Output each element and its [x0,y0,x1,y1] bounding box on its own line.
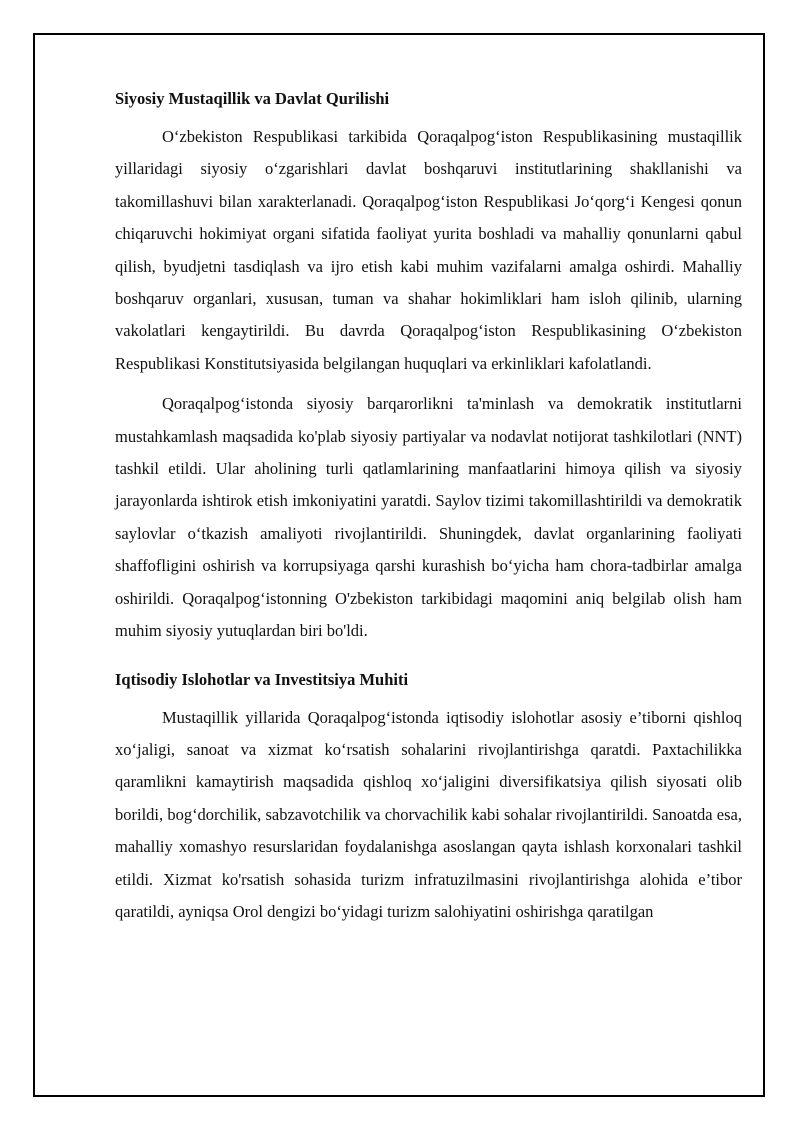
section-heading: Siyosiy Mustaqillik va Davlat Qurilishi [115,89,390,108]
section-economic [115,668,742,929]
paragraph: Mustaqillik yillarida Qoraqalpog‘istonda iqtisodiy islohotlar asosiy e’tiborni qishloq xo‘jaligi, sanoat va xizmat ko‘rsatish sohalarini rivojlantirishga qaratdi. Paxtachilikka qaramlikni kamaytirish maqsadida qishloq xo‘jaligini diversifikatsiya qilish siyosati olib borildi, bog‘dorchilik, sabzavotchilik va chorvachilik kabi sohalar rivojlantirildi. Sanoatda esa, mahalliy xomashyo resurslaridan foydalanishga asoslangan qayta ishlash korxonalari tashkil etildi. Xizmat ko'rsatish sohasida turizm infratuzilmasini rivojlantirishga alohida e’tibor qaratildi, ayniqsa Orol dengizi bo‘yidagi turizm salohiyatini oshirishga qaratilgan [115,707,742,921]
section-spacer [115,656,742,668]
paragraph: Qoraqalpog‘istonda siyosiy barqarorlikni ta'minlash va demokratik institutlarni mustahkamlash maqsadida ko'plab siyosiy partiyalar va nodavlat notijorat tashkilotlari (NNT) tashkil etildi. Ular aholining turli qatlamlarining manfaatlarini himoya qilish va siyosiy jarayonlarda ishtirok etish imkoniyatini yaratdi. Saylov tizimi takomillashtirildi va demokratik saylovlar o‘tkazish amaliyoti rivojlantirildi. Shuningdek, davlat organlarining faoliyati shaffofligini oshirish va korrupsiyaga qarshi kurashish bo‘yicha ham chora-tadbirlar amalga oshirildi. Qoraqalpog‘istonning O'zbekiston tarkibidagi maqomini aniq belgilab olish ham muhim siyosiy yutuqlardan biri bo'ldi. [115,394,742,641]
section-political [115,87,742,648]
paragraph: O‘zbekiston Respublikasi tarkibida Qoraqalpog‘iston Respublikasining mustaqillik yillaridagi siyosiy o‘zgarishlari davlat boshqaruvi institutlarining shakllanishi va takomillashuvi bilan xarakterlanadi. Qoraqalpog‘iston Respublikasi Jo‘qorg‘i Kengesi qonun chiqaruvchi hokimiyat organi sifatida faoliyat yurita boshladi va mahalliy qonunlarni qabul qilish, byudjetni tasdiqlash va ijro etish kabi muhim vazifalarni amalga oshirdi. Mahalliy boshqaruv organlari, xususan, tuman va shahar hokimliklari ham isloh qilinib, ularning vakolatlari kengaytirildi. Bu davrda Qoraqalpog‘iston Respublikasining O‘zbekiston Respublikasi Konstitutsiyasida belgilangan huquqlari va erkinliklari kafolatlandi. [115,127,742,373]
document-body [115,87,742,936]
section-heading: Iqtisodiy Islohotlar va Investitsiya Muhiti [115,669,409,689]
